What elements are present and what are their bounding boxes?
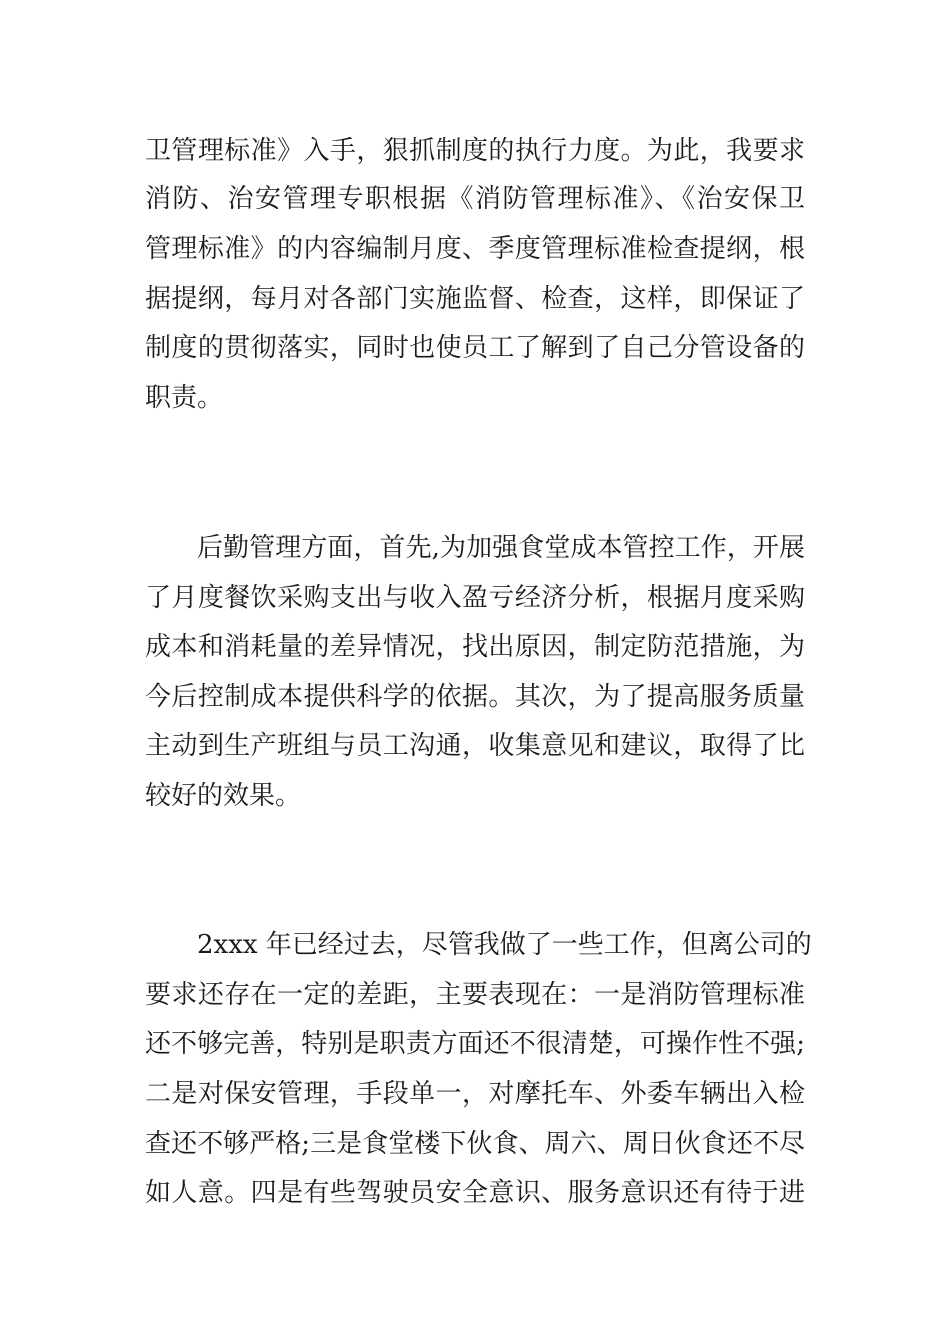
text-line: 制度的贯彻落实，同时也使员工了解到了自己分管设备的: [145, 333, 805, 363]
text-line: 2xxx 年已经过去，尽管我做了一些工作，但离公司的: [197, 930, 812, 960]
text-line: 二是对保安管理，手段单一，对摩托车、外委车辆出入检: [145, 1079, 805, 1109]
text-line: 消防、治安管理专职根据《消防管理标准》、《治安保卫: [145, 184, 805, 214]
text-line: 要求还存在一定的差距，主要表现在：一是消防管理标准: [145, 980, 805, 1010]
text-line: 还不够完善，特别是职责方面还不很清楚，可操作性不强;: [145, 1029, 805, 1059]
text-line: 后勤管理方面，首先,为加强食堂成本管控工作，开展: [197, 533, 805, 563]
text-line: 了月度餐饮采购支出与收入盈亏经济分析，根据月度采购: [145, 583, 805, 613]
text-line: 今后控制成本提供科学的依据。其次，为了提高服务质量: [145, 682, 805, 712]
text-line: 主动到生产班组与员工沟通，收集意见和建议，取得了比: [145, 731, 805, 761]
text-line: 卫管理标准》入手，狠抓制度的执行力度。为此，我要求: [145, 136, 805, 166]
text-line: 查还不够严格;三是食堂楼下伙食、周六、周日伙食还不尽: [145, 1129, 805, 1159]
text-line: 较好的效果。: [145, 781, 302, 811]
text-line: 管理标准》的内容编制月度、季度管理标准检查提纲，根: [145, 234, 805, 264]
text-line: 成本和消耗量的差异情况，找出原因，制定防范措施，为: [145, 632, 805, 662]
text-line: 职责。: [145, 383, 224, 413]
text-line: 如人意。四是有些驾驶员安全意识、服务意识还有待于进: [145, 1178, 805, 1208]
text-line: 据提纲，每月对各部门实施监督、检查，这样，即保证了: [145, 284, 805, 314]
